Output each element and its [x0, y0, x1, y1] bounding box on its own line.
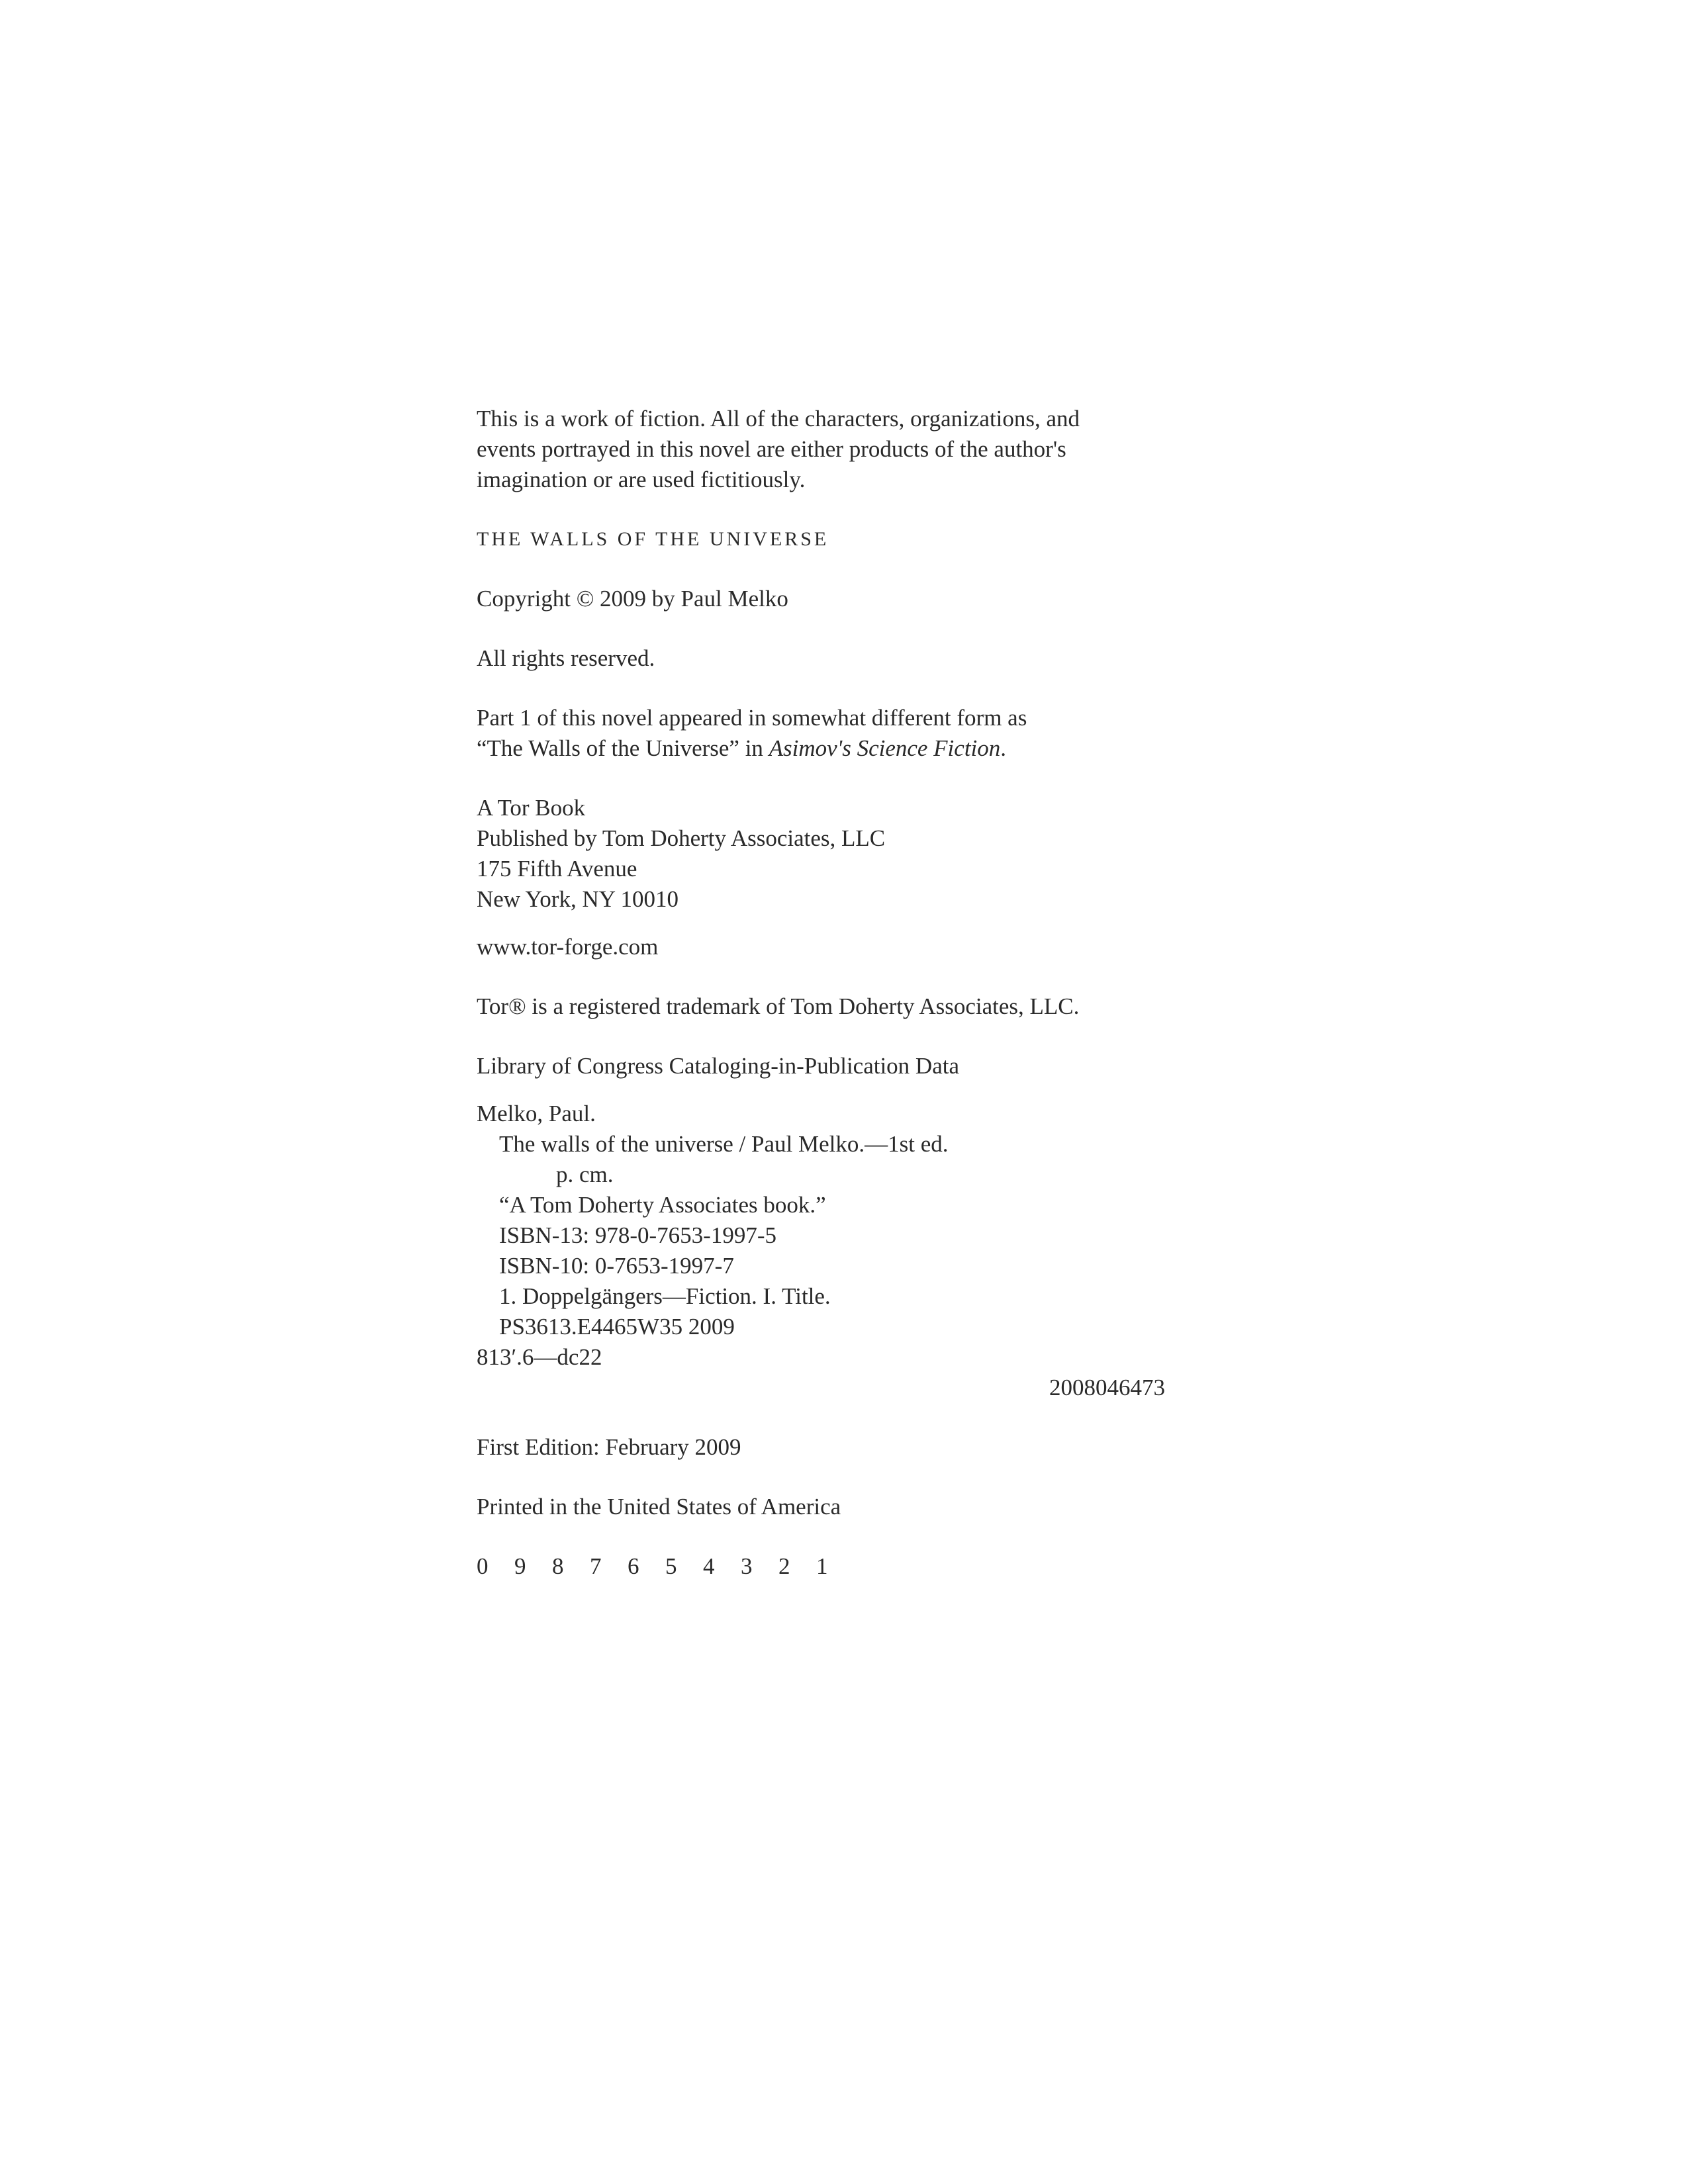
printer-key-digit: 5 [665, 1553, 677, 1579]
publisher-line: Published by Tom Doherty Associates, LLC [477, 825, 886, 851]
cip-title-line: The walls of the universe / Paul Melko.—1st ed. [499, 1131, 949, 1157]
magazine-title: Asimov's Science Fiction [769, 735, 1001, 761]
prior-publication-prefix: “The Walls of the Universe” in [477, 735, 769, 761]
prior-publication-suffix: . [1000, 735, 1007, 761]
copyright-text-block [477, 404, 1165, 1582]
publisher-line: A Tor Book [477, 795, 586, 821]
publisher-line: 175 Fifth Avenue [477, 856, 637, 882]
printer-key-digit: 0 [477, 1553, 489, 1579]
cip-dewey: 813′.6—dc22 [477, 1344, 602, 1370]
printer-key-digit: 1 [816, 1553, 828, 1579]
cip-series: “A Tom Doherty Associates book.” [499, 1192, 826, 1218]
disclaimer-line: imagination or are used fictitiously. [477, 467, 806, 492]
rights-notice: All rights reserved. [477, 645, 655, 671]
printer-key-digit: 4 [703, 1553, 715, 1579]
copyright-notice: Copyright © 2009 by Paul Melko [477, 586, 788, 612]
prior-publication-line: Part 1 of this novel appeared in somewhat different form as [477, 705, 1027, 731]
website: www.tor-forge.com [477, 934, 659, 960]
cip-isbn13: ISBN-13: 978-0-7653-1997-5 [499, 1222, 776, 1248]
cip-author: Melko, Paul. [477, 1101, 596, 1126]
printer-key-digit: 7 [590, 1553, 602, 1579]
printer-key-digit: 3 [741, 1553, 753, 1579]
cip-lccn: 2008046473 [1049, 1375, 1165, 1400]
cip-isbn10: ISBN-10: 0-7653-1997-7 [499, 1253, 734, 1279]
prior-publication-line [477, 733, 1165, 764]
book-title: THE WALLS OF THE UNIVERSE [477, 528, 829, 550]
cip-subjects: 1. Doppelgängers—Fiction. I. Title. [499, 1283, 831, 1309]
printed-notice: Printed in the United States of America [477, 1494, 841, 1520]
publisher-info [477, 793, 1165, 915]
disclaimer-line: This is a work of fiction. All of the characters, organizations, and [477, 406, 1080, 432]
printer-key-digit: 2 [778, 1553, 790, 1579]
prior-publication-note [477, 703, 1165, 764]
publisher-line: New York, NY 10010 [477, 886, 679, 912]
cip-pages: p. cm. [556, 1161, 614, 1187]
cip-data [477, 1099, 1165, 1403]
cip-heading: Library of Congress Cataloging-in-Publication Data [477, 1053, 960, 1079]
cip-call-number: PS3613.E4465W35 2009 [499, 1314, 735, 1340]
printer-key-digit: 9 [514, 1553, 526, 1579]
disclaimer [477, 404, 1165, 495]
edition-notice: First Edition: February 2009 [477, 1434, 741, 1460]
printer-key-digit: 8 [552, 1553, 564, 1579]
disclaimer-line: events portrayed in this novel are either products of the author's [477, 436, 1066, 462]
trademark-notice: Tor® is a registered trademark of Tom Doherty Associates, LLC. [477, 993, 1080, 1019]
printer-key-digit: 6 [628, 1553, 639, 1579]
printer-key [477, 1551, 1165, 1582]
